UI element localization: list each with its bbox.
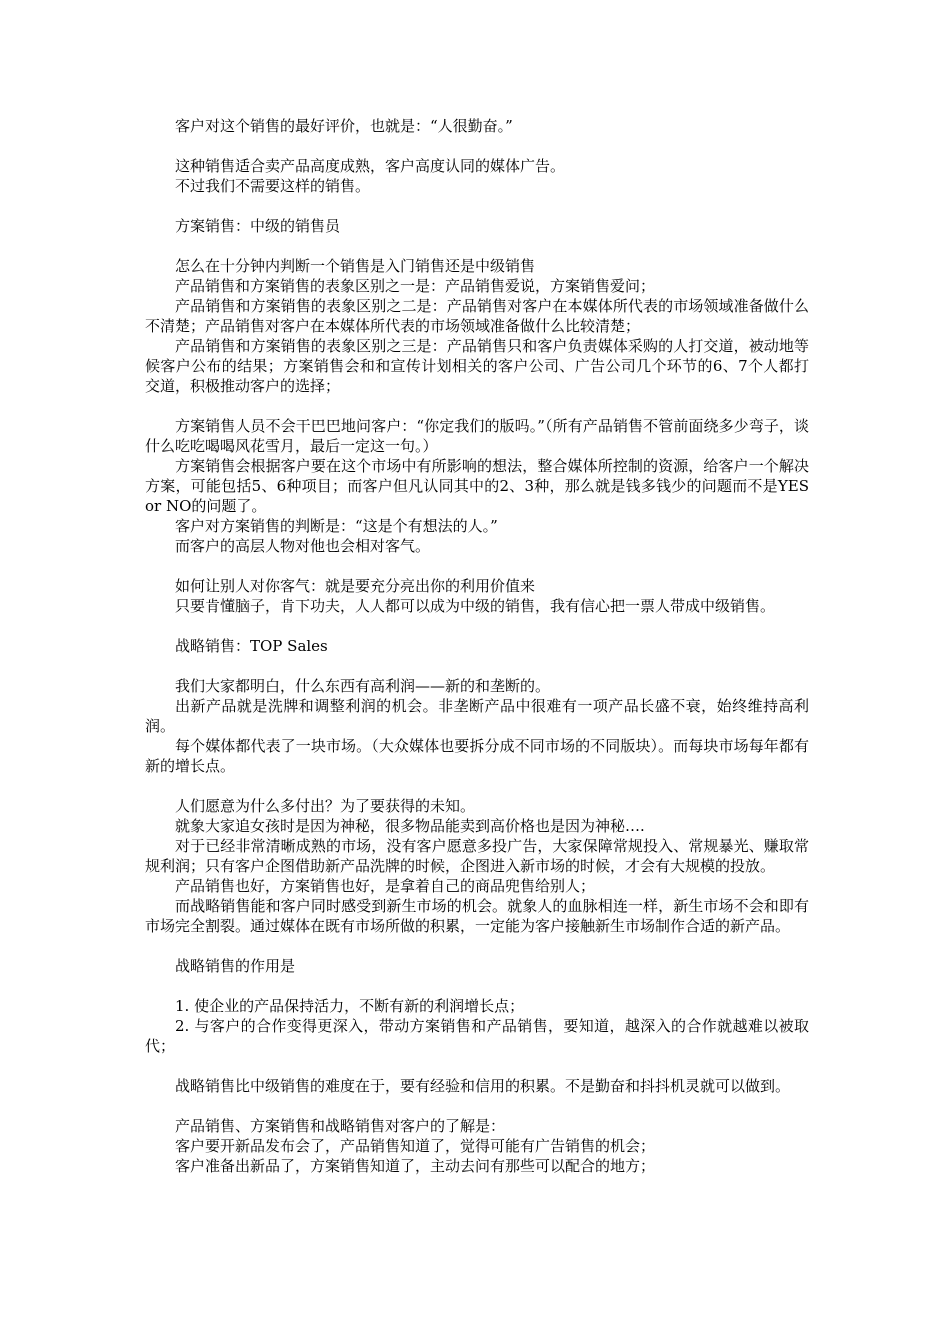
paragraph-spacer <box>145 396 809 416</box>
paragraph: 1. 使企业的产品保持活力，不断有新的利润增长点； <box>175 997 525 1015</box>
paragraph: 而客户的高层人物对他也会相对客气。 <box>175 537 431 555</box>
paragraph: 客户准备出新品了，方案销售知道了，主动去问有那些可以配合的地方； <box>175 1157 656 1175</box>
paragraph-spacer <box>145 1056 809 1076</box>
paragraph: 方案销售：中级的销售员 <box>175 217 341 235</box>
paragraph: 我们大家都明白，什么东西有高利润——新的和垄断的。 <box>175 677 551 695</box>
paragraph-spacer <box>145 1096 809 1116</box>
paragraph: 客户要开新品发布会了，产品销售知道了，觉得可能有广告销售的机会； <box>175 1137 656 1155</box>
paragraph-spacer <box>145 196 809 216</box>
paragraph: 人们愿意为什么多付出？为了要获得的未知。 <box>175 797 476 815</box>
paragraph: 怎么在十分钟内判断一个销售是入门销售还是中级销售 <box>175 257 536 275</box>
paragraph: 产品销售、方案销售和战略销售对客户的了解是： <box>175 1117 506 1135</box>
paragraph: 出新产品就是洗牌和调整利润的机会。非垄断产品中很难有一项产品长盛不衰，始终维持高利润。 <box>145 697 809 735</box>
paragraph: 战略销售的作用是 <box>175 957 296 975</box>
paragraph: 产品销售和方案销售的表象区别之一是：产品销售爱说，方案销售爱问； <box>175 277 656 295</box>
paragraph: 客户对方案销售的判断是：“这是个有想法的人。” <box>175 517 498 535</box>
paragraph: 这种销售适合卖产品高度成熟，客户高度认同的媒体广告。 <box>175 157 566 175</box>
paragraph: 对于已经非常清晰成熟的市场，没有客户愿意多投广告，大家保障常规投入、常规暴光、赚取常规利润；只有客户企图借助新产品洗牌的时候，企图进入新市场的时候，才会有大规模的投放。 <box>145 837 809 875</box>
document-body <box>145 116 809 1176</box>
paragraph-spacer <box>145 936 809 956</box>
paragraph: 只要肯懂脑子，肯下功夫，人人都可以成为中级的销售，我有信心把一票人带成中级销售。 <box>175 597 776 615</box>
paragraph: 而战略销售能和客户同时感受到新生市场的机会。就象人的血脉相连一样，新生市场不会和即有市场完全割裂。通过媒体在既有市场所做的积累，一定能为客户接触新生市场制作合适的新产品。 <box>145 897 809 935</box>
paragraph: 每个媒体都代表了一块市场。（大众媒体也要拆分成不同市场的不同版块）。而每块市场每年都有新的增长点。 <box>145 737 809 775</box>
paragraph: 战略销售比中级销售的难度在于，要有经验和信用的积累。不是勤奋和抖抖机灵就可以做到。 <box>175 1077 791 1095</box>
paragraph-spacer <box>145 776 809 796</box>
paragraph: 不过我们不需要这样的销售。 <box>175 177 371 195</box>
paragraph-spacer <box>145 656 809 676</box>
paragraph-spacer <box>145 236 809 256</box>
paragraph: 就象大家追女孩时是因为神秘，很多物品能卖到高价格也是因为神秘…. <box>175 817 645 835</box>
paragraph-spacer <box>145 616 809 636</box>
paragraph: 产品销售和方案销售的表象区别之二是：产品销售对客户在本媒体所代表的市场领域准备做什么不清楚；产品销售对客户在本媒体所代表的市场领域准备做什么比较清楚； <box>145 297 809 335</box>
paragraph-spacer <box>145 556 809 576</box>
paragraph: 客户对这个销售的最好评价，也就是：“人很勤奋。” <box>175 117 513 135</box>
paragraph: 方案销售人员不会干巴巴地问客户：“你定我们的版吗。”（所有产品销售不管前面绕多少弯子，谈什么吃吃喝喝风花雪月，最后一定这一句。） <box>145 417 809 455</box>
paragraph: 2. 与客户的合作变得更深入，带动方案销售和产品销售，要知道，越深入的合作就越难以被取代； <box>145 1017 809 1055</box>
paragraph: 产品销售也好，方案销售也好，是拿着自己的商品兜售给别人； <box>175 877 596 895</box>
paragraph: 如何让别人对你客气：就是要充分亮出你的利用价值来 <box>175 577 536 595</box>
paragraph: 产品销售和方案销售的表象区别之三是：产品销售只和客户负责媒体采购的人打交道，被动地等候客户公布的结果；方案销售会和和宣传计划相关的客户公司、广告公司几个环节的6、7个人都打交道，积极推动客户的选择； <box>145 337 809 395</box>
paragraph-spacer <box>145 976 809 996</box>
paragraph-spacer <box>145 136 809 156</box>
paragraph: 方案销售会根据客户要在这个市场中有所影响的想法，整合媒体所控制的资源，给客户一个解决方案，可能包括5、6种项目；而客户但凡认同其中的2、3种，那么就是钱多钱少的问题而不是YES or NO的问题了。 <box>145 457 809 515</box>
paragraph: 战略销售：TOP Sales <box>175 637 328 655</box>
